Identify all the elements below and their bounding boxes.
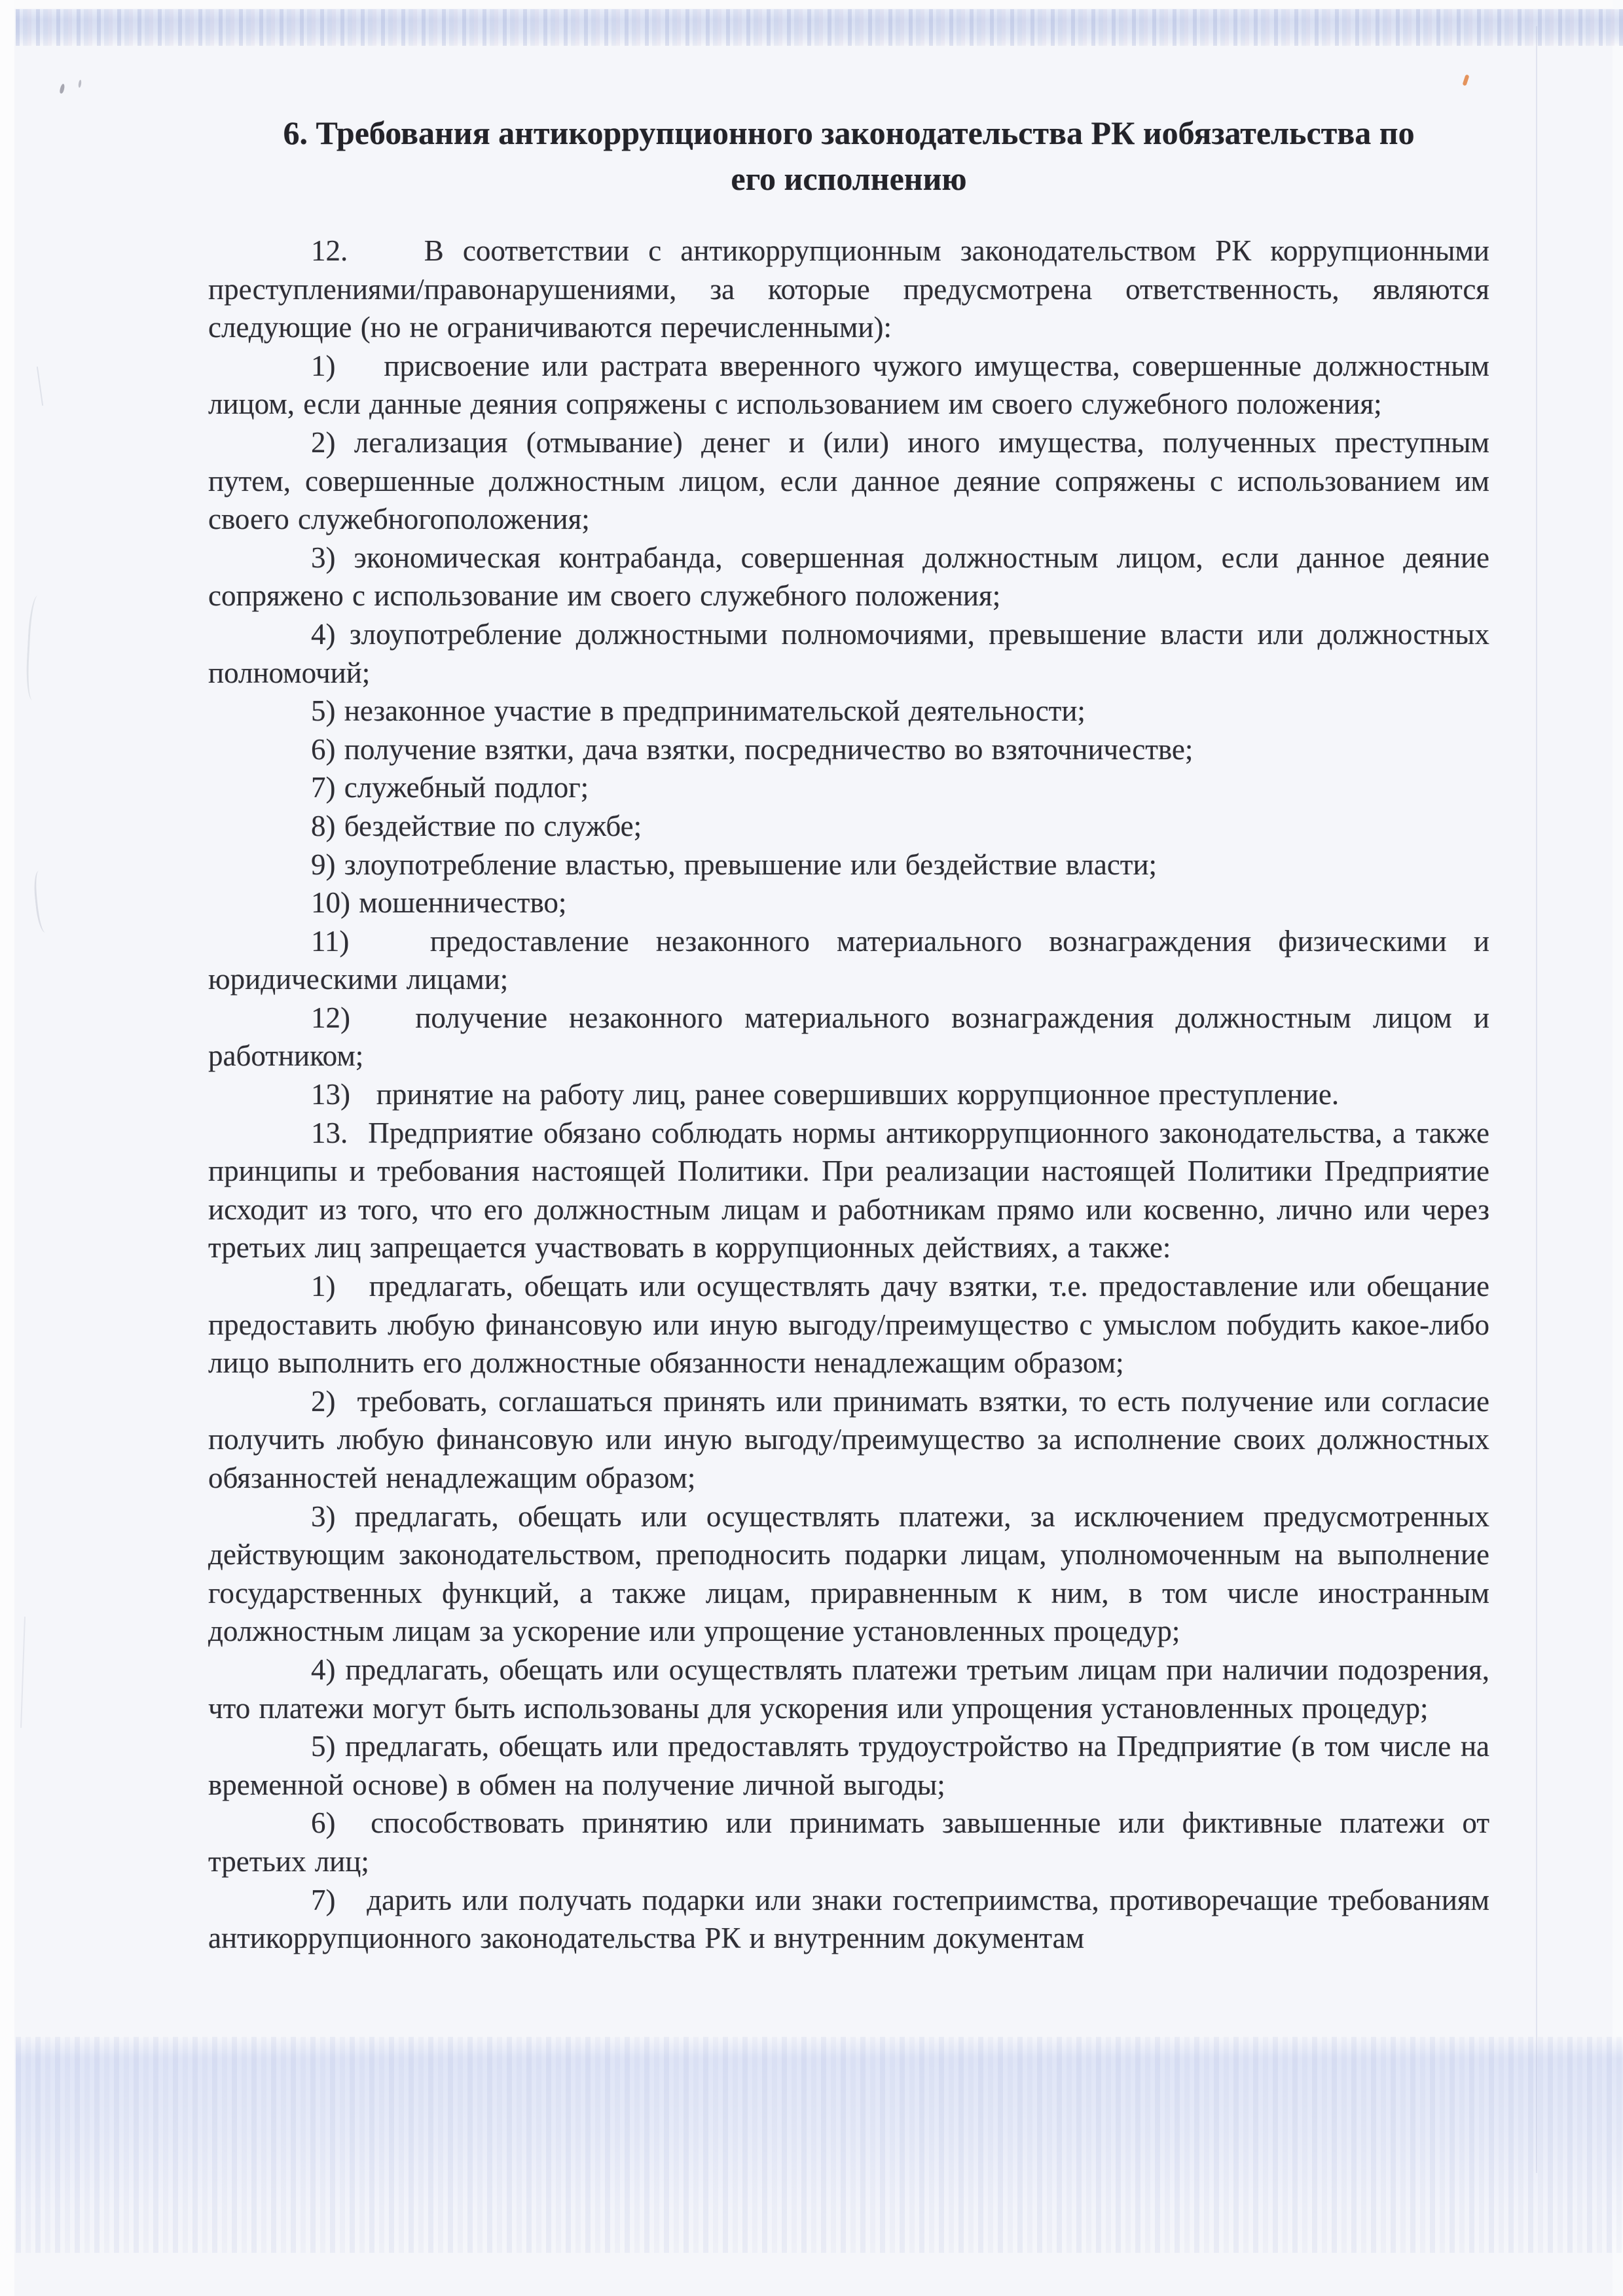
orange-speck <box>1463 74 1470 86</box>
offense-item-11: 11) предоставление незаконного материального вознаграждения физическими и юридическими лицами; <box>208 924 1489 996</box>
clause-13-obligations: 13. Предприятие обязано соблюдать нормы антикоррупционного законодательства, а также принципы и требования настоящей Политики. При реализации настоящей Политики Предприятие исходит из того, что его должностным лицам и работникам прямо или косвенно, лично или через третьих лиц запрещается участвовать в коррупционных действиях, а также: <box>208 1116 1489 1265</box>
document-body <box>208 110 1489 1958</box>
section-heading <box>208 110 1489 202</box>
offense-item-10: 10) мошенничество; <box>311 886 567 920</box>
offense-item-8: 8) бездействие по службе; <box>311 809 642 842</box>
offense-item-1: 1) присвоение или растрата вверенного чужого имущества, совершенные должностным лицом, если данные деяния сопряжены с использованием им своего служебного положения; <box>208 349 1489 421</box>
offense-item-7: 7) служебный подлог; <box>311 771 589 804</box>
scan-artifact-bottom-band <box>16 2037 1623 2253</box>
prohibited-action-5: 5) предлагать, обещать или предоставлять трудоустройство на Предприятие (в том числе на временной основе) в обмен на получение личной выгоды; <box>208 1730 1489 1801</box>
section-heading-line-1: 6. Требования антикоррупционного законодательства РК иобязательства по <box>283 115 1415 151</box>
offense-item-2: 2) легализация (отмывание) денег и (или) иного имущества, полученных преступным путем, совершенные должностным лицом, если данное деяние сопряжены с использованием им своего служебногоположения; <box>208 425 1489 536</box>
scanner-edge-right <box>1613 0 1623 2296</box>
offense-item-3: 3) экономическая контрабанда, совершенная должностным лицом, если данное деяние сопряжено с использование им своего служебного положения; <box>208 541 1489 613</box>
scanner-edge-left <box>0 0 14 2296</box>
prohibited-action-7: 7) дарить или получать подарки или знаки гостеприимства, противоречащие требованиям антикоррупционного законодательства РК и внутренним документам <box>208 1883 1489 1955</box>
section-heading-line-2: его исполнению <box>731 160 967 197</box>
margin-smudge <box>32 870 54 933</box>
prohibited-action-4: 4) предлагать, обещать или осуществлять платежи третьим лицам при наличии подозрения, что платежи могут быть использованы для ускорения или упрощения установленных процедур; <box>208 1653 1489 1725</box>
ink-mark <box>59 83 65 94</box>
offense-item-12: 12) получение незаконного материального вознаграждения должностным лицом и работником; <box>208 1001 1489 1073</box>
clause-12-intro: 12. В соответствии с антикоррупционным законодательством РК коррупционными преступлениями/правонарушениями, за которые предусмотрена ответственность, являются следующие (но не ограничиваются перечисленными): <box>208 234 1489 344</box>
offense-item-6: 6) получение взятки, дача взятки, посредничество во взяточничестве; <box>311 732 1194 766</box>
margin-smudge <box>25 595 49 700</box>
offense-item-13: 13) принятие на работу лиц, ранее совершивших коррупционное преступление. <box>311 1078 1340 1111</box>
offense-item-9: 9) злоупотребление властью, превышение или бездействие власти; <box>311 848 1158 881</box>
prohibited-action-3: 3) предлагать, обещать или осуществлять платежи, за исключением предусмотренных действующим законодательством, преподносить подарки лицам, уполномоченным на выполнение государственных функций, а также лицам, приравненным к ним, в том числе иностранным должностным лицам за ускорение или упрощение установленных процедур; <box>208 1499 1489 1648</box>
scanner-edge-top <box>0 0 1623 9</box>
prohibited-action-2: 2) требовать, соглашаться принять или принимать взятки, то есть получение или согласие получить любую финансовую или иную выгоду/преимущество за исполнение своих должностных обязанностей ненадлежащим образом; <box>208 1384 1489 1494</box>
offense-item-5: 5) незаконное участие в предпринимательской деятельности; <box>311 694 1085 728</box>
prohibited-action-6: 6) способствовать принятию или принимать завышенные или фиктивные платежи от третьих лиц; <box>208 1806 1489 1878</box>
scan-artifact-top-band <box>16 9 1623 46</box>
scan-fold-line <box>1536 26 1537 2173</box>
offense-item-4: 4) злоупотребление должностными полномочиями, превышение власти или должностных полномочий; <box>208 617 1489 689</box>
margin-smudge <box>20 1617 26 1728</box>
margin-smudge <box>37 367 43 406</box>
ink-mark <box>78 80 82 88</box>
prohibited-action-1: 1) предлагать, обещать или осуществлять дачу взятки, т.е. предоставление или обещание предоставить любую финансовую или иную выгоду/преимущество с умыслом побудить какое-либо лицо выполнить его должностные обязанности ненадлежащим образом; <box>208 1270 1489 1380</box>
